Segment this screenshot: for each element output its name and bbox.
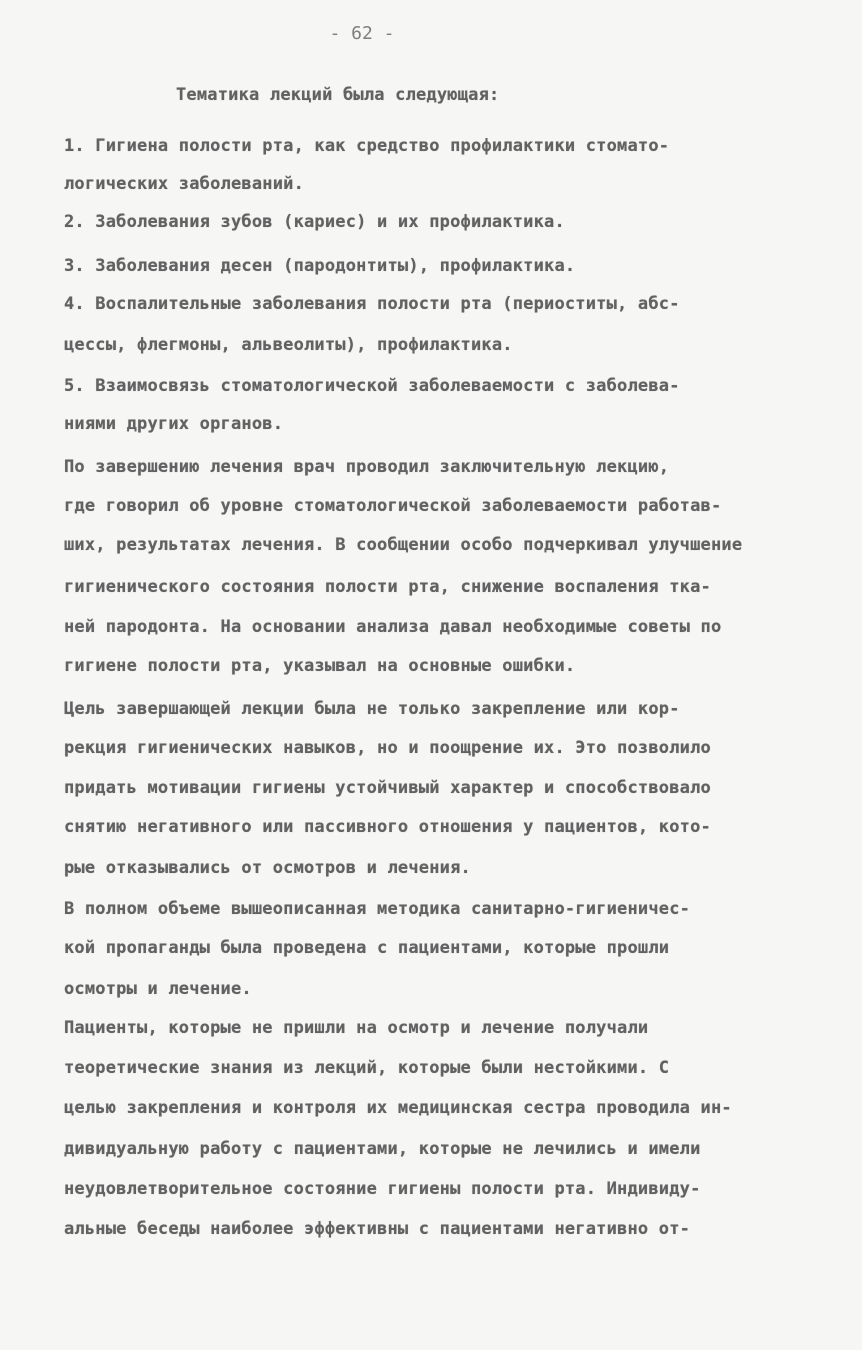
text-line: 4. Воспалительные заболевания полости рта (периоститы, абс- [64,294,680,314]
heading: Тематика лекций была следующая: [176,85,500,105]
text-line: неудовлетворительное состояние гигиены полости рта. Индивиду- [64,1179,701,1199]
text-line: теоретические знания из лекций, которые были нестойкими. С [64,1058,670,1078]
text-line: дивидуальную работу с пациентами, которые не лечились и имели [64,1139,701,1159]
page-number: - 62 - [329,23,395,44]
text-line: цессы, флегмоны, альвеолиты), профилактика. [64,335,513,355]
text-line: рекция гигиенических навыков, но и поощрение их. Это позволило [64,738,711,758]
text-line: 5. Взаимосвязь стоматологической заболеваемости с заболева- [64,376,680,396]
text-line: ниями других органов. [64,414,284,434]
text-line: снятию негативного или пассивного отношения у пациентов, кото- [64,817,711,837]
text-line: ших, результатах лечения. В сообщении особо подчеркивал улучшение [64,535,743,555]
text-line: Пациенты, которые не пришли на осмотр и лечение получали [64,1018,649,1038]
text-line: 3. Заболевания десен (пародонтиты), профилактика. [64,256,576,276]
text-line: 1. Гигиена полости рта, как средство профилактики стомато- [64,136,670,156]
text-line: кой пропаганды была проведена с пациентами, которые прошли [64,938,670,958]
text-line: В полном объеме вышеописанная методика санитарно-гигиеничес- [64,899,691,919]
text-line: логических заболеваний. [64,174,305,194]
text-line: Цель завершающей лекции была не только закрепление или кор- [64,699,680,719]
text-line: альные беседы наиболее эффективны с пациентами негативно от- [64,1219,691,1239]
text-line: 2. Заболевания зубов (кариес) и их профилактика. [64,212,565,232]
text-line: ней пародонта. На основании анализа давал необходимые советы по [64,617,722,637]
text-line: где говорил об уровне стоматологической заболеваемости работав- [64,496,722,516]
text-line: осмотры и лечение. [64,979,252,999]
text-line: целью закрепления и контроля их медицинская сестра проводила ин- [64,1098,732,1118]
text-line: гигиенического состояния полости рта, снижение воспаления тка- [64,577,711,597]
text-line: рые отказывались от осмотров и лечения. [64,858,471,878]
text-line: По завершению лечения врач проводил заключительную лекцию, [64,457,670,477]
text-line: гигиене полости рта, указывал на основные ошибки. [64,656,576,676]
text-line: придать мотивации гигиены устойчивый характер и способствовало [64,778,711,798]
